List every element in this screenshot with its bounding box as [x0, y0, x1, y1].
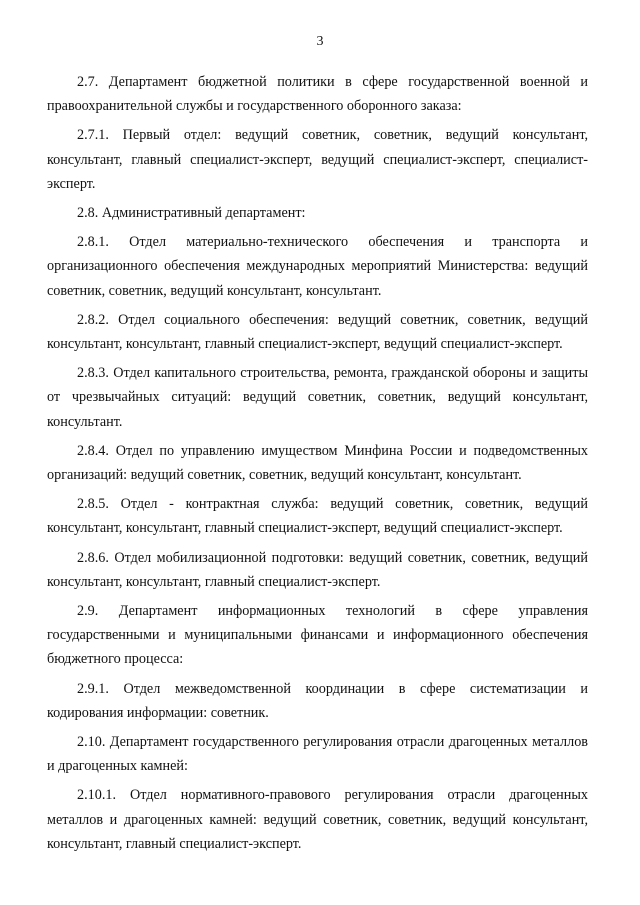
document-body [47, 70, 588, 861]
paragraph-2-8-3: 2.8.3. Отдел капитального строительства, ремонта, гражданской обороны и защиты от чрезвычайных ситуаций: ведущий советник, советник, ведущий консультант, консультант. [47, 365, 588, 430]
paragraph-2-10: 2.10. Департамент государственного регулирования отрасли драгоценных металлов и драгоценных камней: [47, 734, 588, 775]
paragraph-2-9: 2.9. Департамент информационных технологий в сфере управления государственными и муниципальными финансами и информационного обеспечения бюджетного процесса: [47, 603, 588, 668]
paragraph-2-8-2: 2.8.2. Отдел социального обеспечения: ведущий советник, советник, ведущий консультант, консультант, главный специалист-эксперт, ведущий специалист-эксперт. [47, 311, 588, 353]
paragraph-2-8-1: 2.8.1. Отдел материально-технического обеспечения и транспорта и организационного обеспечения международных мероприятий Министерства: ведущий советник, советник, ведущий консультант, консультант. [47, 234, 588, 299]
paragraph-2-8-6: 2.8.6. Отдел мобилизационной подготовки: ведущий советник, советник, ведущий консультант, консультант, главный специалист-эксперт. [47, 549, 588, 590]
paragraph-2-7: 2.7. Департамент бюджетной политики в сфере государственной военной и правоохранительной службы и государственного оборонного заказа: [47, 74, 588, 115]
paragraph-2-9-1: 2.9.1. Отдел межведомственной координации в сфере систематизации и кодирования информации: советник. [47, 680, 588, 721]
paragraph-2-8-5: 2.8.5. Отдел - контрактная служба: ведущий советник, советник, ведущий консультант, консультант, главный специалист-эксперт, ведущий специалист-эксперт. [47, 496, 588, 537]
paragraph-2-8: 2.8. Административный департамент: [77, 205, 306, 222]
paragraph-2-8-4: 2.8.4. Отдел по управлению имуществом Минфина России и подведомственных организаций: ведущий советник, советник, ведущий консультант, консультант. [47, 442, 588, 484]
paragraph-2-10-1: 2.10.1. Отдел нормативного-правового регулирования отрасли драгоценных металлов и драгоценных камней: ведущий советник, советник, ведущий консультант, консультант, главный специалист-эксперт. [47, 787, 588, 852]
paragraph-2-7-1: 2.7.1. Первый отдел: ведущий советник, советник, ведущий консультант, консультант, главный специалист-эксперт, ведущий специалист-эксперт, специалист-эксперт. [47, 127, 588, 192]
page-number: 3 [316, 34, 324, 49]
